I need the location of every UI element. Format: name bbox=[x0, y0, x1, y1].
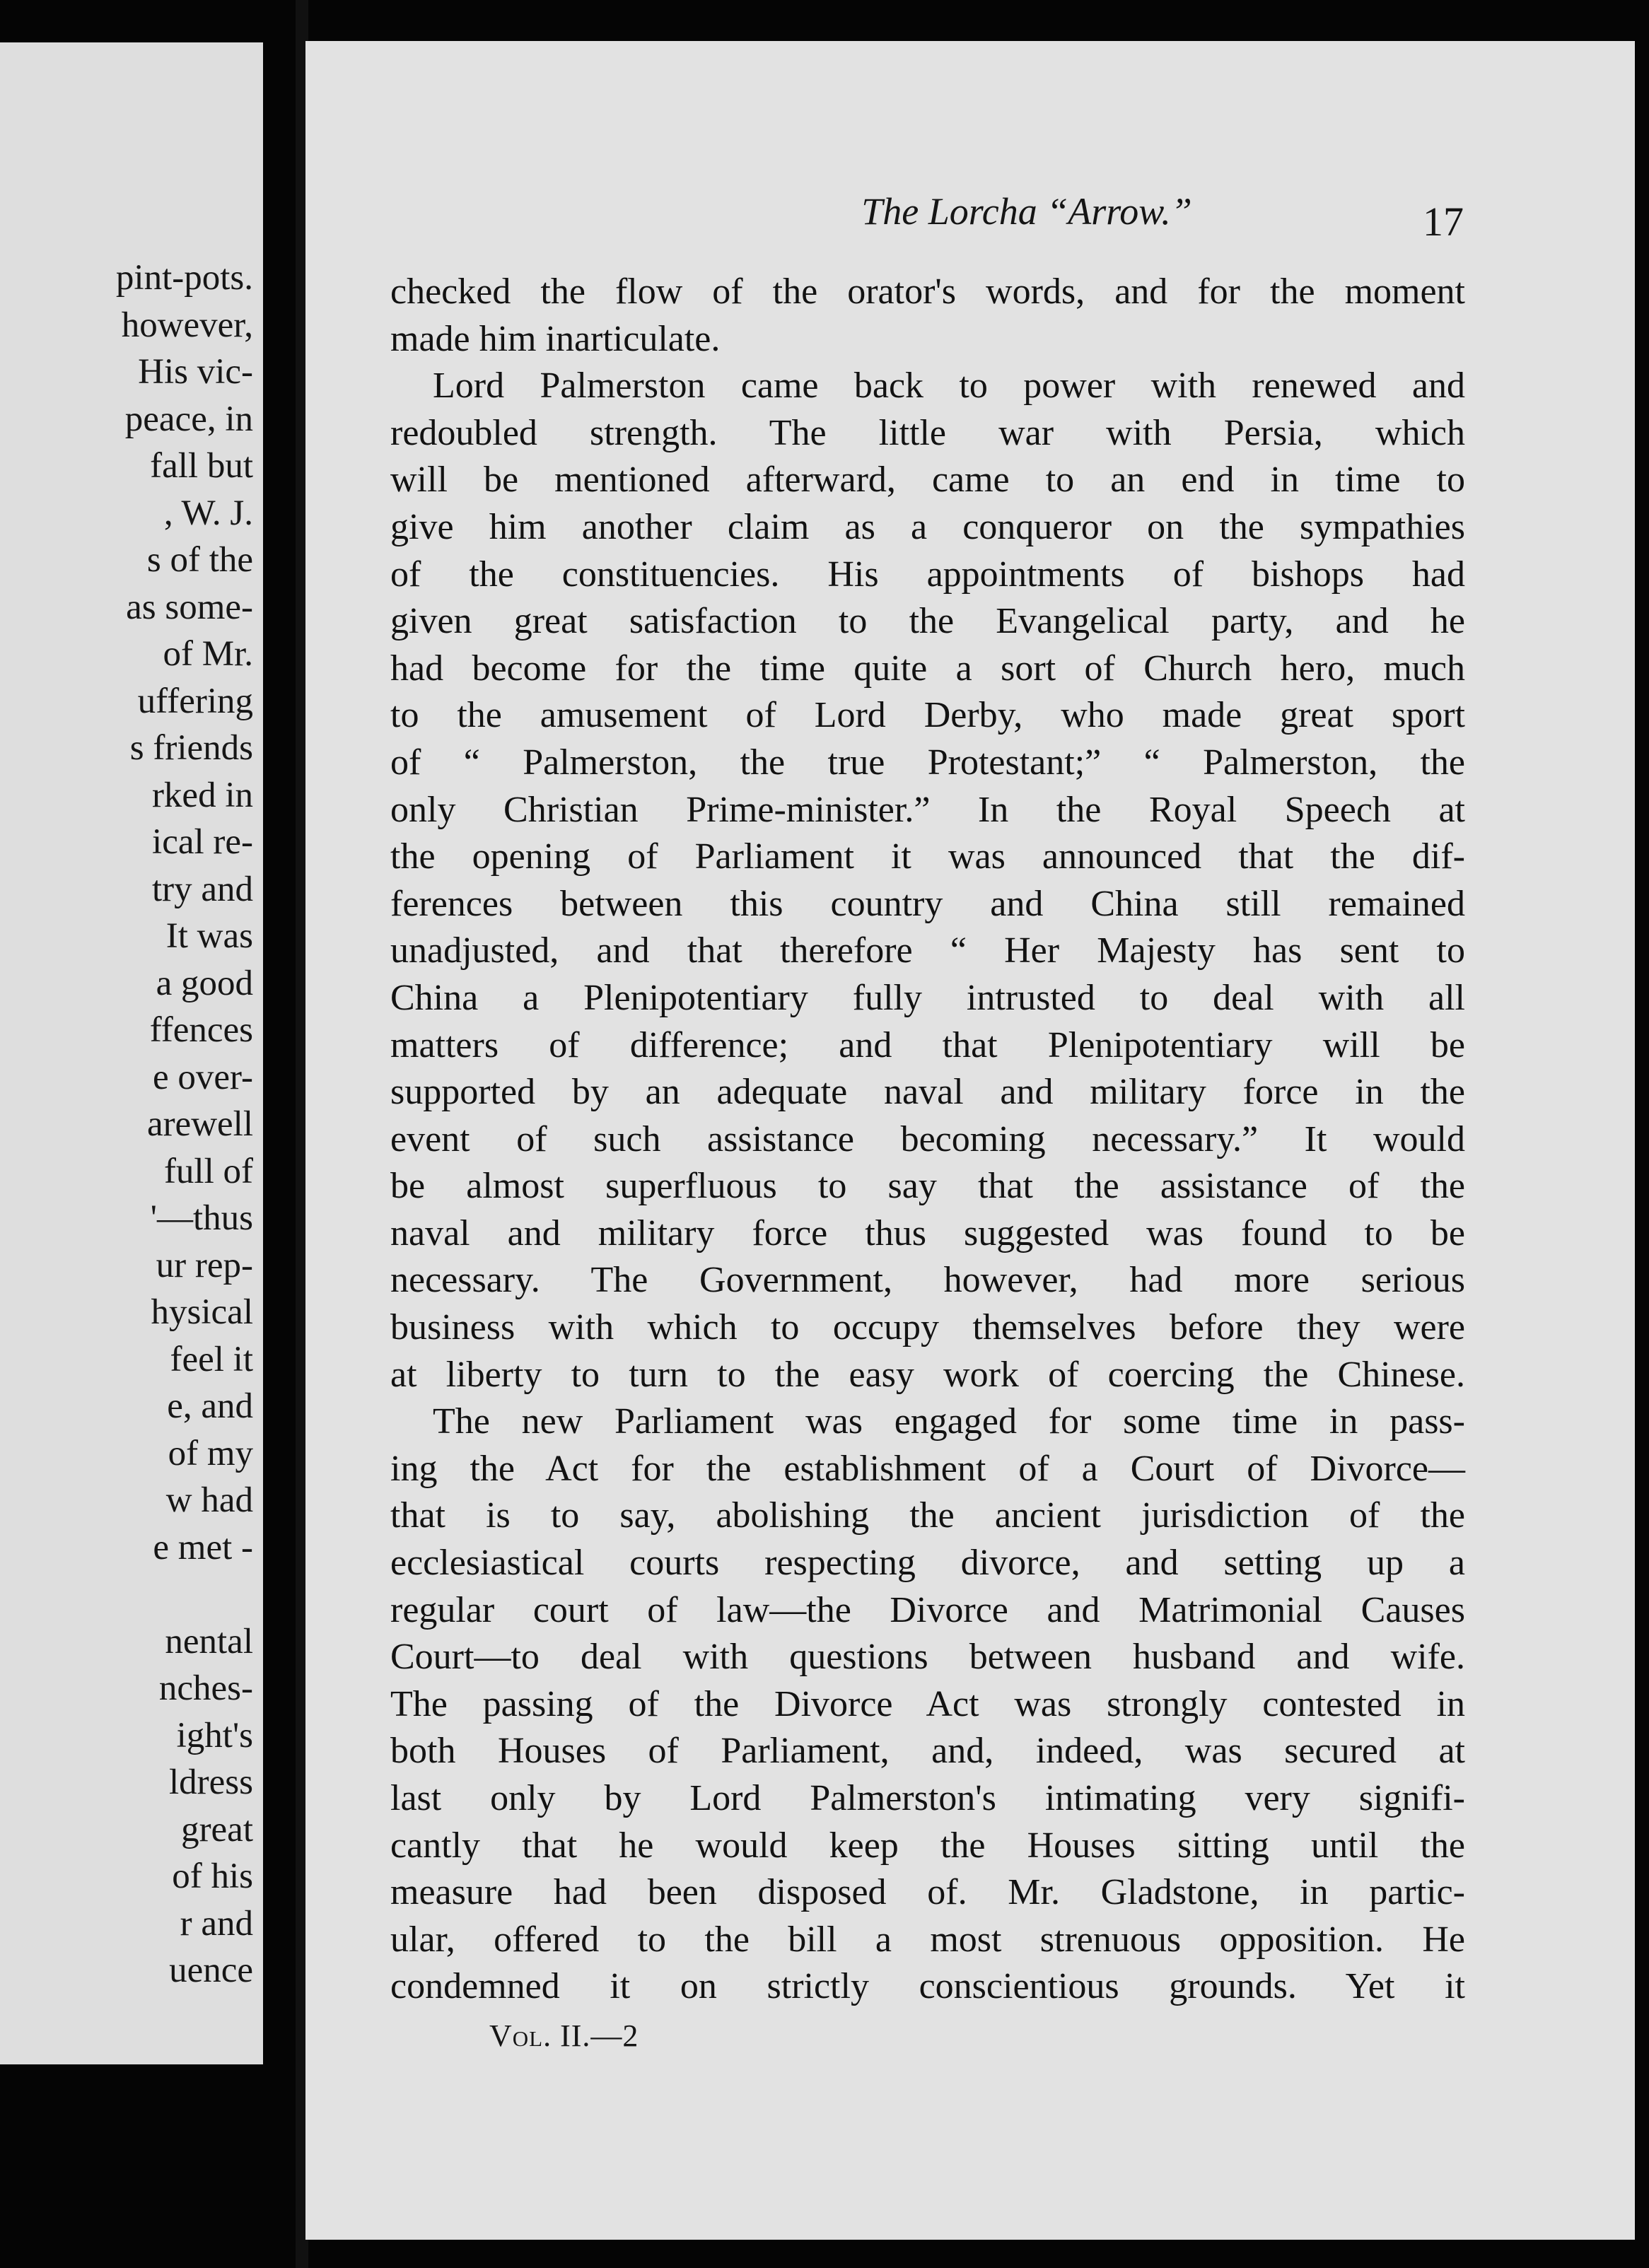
left-page-line: ight's bbox=[176, 1715, 253, 1755]
left-page-line: fall but bbox=[150, 446, 253, 486]
paragraph-line: had become for the time quite a sort of Church hero, much bbox=[390, 648, 1465, 689]
paragraph-line: at liberty to turn to the easy work of coercing the Chinese. bbox=[390, 1354, 1465, 1395]
left-page-line: however, bbox=[121, 305, 253, 345]
left-page-line: ical re- bbox=[152, 822, 253, 862]
left-page-line: full of bbox=[163, 1151, 253, 1191]
paragraph-line: both Houses of Parliament, and, indeed, was secured at bbox=[390, 1731, 1465, 1772]
paragraph-line: be almost superfluous to say that the assistance of the bbox=[390, 1166, 1465, 1207]
paragraph-line: Court—to deal with questions between husband and wife. bbox=[390, 1637, 1465, 1678]
paragraph-line: Lord Palmerston came back to power with renewed and bbox=[433, 366, 1465, 407]
paragraph-line: will be mentioned afterward, came to an end in time to bbox=[390, 460, 1465, 501]
paragraph-line: ferences between this country and China still remained bbox=[390, 883, 1465, 924]
left-page-line: r and bbox=[180, 1903, 253, 1943]
left-page-line bbox=[0, 1571, 253, 1618]
paragraph-line: give him another claim as a conqueror on the sympathies bbox=[390, 506, 1465, 547]
paragraph-line: ular, offered to the bill a most strenuous opposition. He bbox=[390, 1919, 1465, 1960]
left-page-line: uence bbox=[169, 1951, 253, 1990]
paragraph-line: supported by an adequate naval and military force in the bbox=[390, 1072, 1465, 1113]
paragraph-line: condemned it on strictly conscientious grounds. Yet it bbox=[390, 1966, 1465, 2007]
left-page-line: ur rep- bbox=[156, 1245, 253, 1285]
left-page-line: nches- bbox=[158, 1668, 253, 1708]
paragraph-line: of the constituencies. His appointments of bishops had bbox=[390, 554, 1465, 595]
paragraph-line: of “ Palmerston, the true Protestant;” “ Palmerston, the bbox=[390, 742, 1465, 783]
paragraph-line: event of such assistance becoming necessary.” It would bbox=[390, 1118, 1465, 1159]
signature-mark: Vol. II.—2 bbox=[489, 2018, 639, 2053]
left-page-line: hysical bbox=[151, 1292, 253, 1332]
paragraph-line: matters of difference; and that Plenipotentiary will be bbox=[390, 1024, 1465, 1065]
left-page-line: pint-pots. bbox=[115, 258, 253, 298]
left-page-line: peace, in bbox=[124, 399, 253, 439]
paragraph-line: last only by Lord Palmerston's intimating very signifi- bbox=[390, 1778, 1465, 1818]
paragraph-line: only Christian Prime-minister.” In the Royal Speech at bbox=[390, 789, 1465, 830]
body-text bbox=[390, 269, 1465, 2011]
left-page-line: feel it bbox=[170, 1339, 253, 1379]
left-page-line: '—thus bbox=[150, 1198, 253, 1238]
left-page-text bbox=[0, 255, 253, 1994]
left-page-line: s of the bbox=[146, 540, 253, 580]
left-page-line: s friends bbox=[129, 728, 253, 768]
left-page-line: e met - bbox=[153, 1527, 253, 1567]
paragraph-line: unadjusted, and that therefore “ Her Majesty has sent to bbox=[390, 930, 1465, 971]
paragraph-line: given great satisfaction to the Evangelical party, and he bbox=[390, 601, 1465, 642]
left-page-line: of my bbox=[168, 1433, 253, 1473]
left-page-line: It was bbox=[165, 916, 253, 956]
paragraph-line: The new Parliament was engaged for some time in pass- bbox=[433, 1401, 1465, 1442]
left-page-line: rked in bbox=[151, 775, 253, 815]
left-page-line: w had bbox=[165, 1480, 253, 1520]
left-page-line: try and bbox=[151, 869, 253, 909]
left-page-line: , W. J. bbox=[163, 493, 253, 533]
paragraph-line: cantly that he would keep the Houses sitting until the bbox=[390, 1825, 1465, 1866]
paragraph-line: that is to say, abolishing the ancient jurisdiction of the bbox=[390, 1495, 1465, 1536]
left-page-line: ffences bbox=[149, 1010, 253, 1050]
left-page-line: uffering bbox=[137, 681, 253, 721]
running-head: The Lorcha “Arrow.” bbox=[861, 190, 1192, 233]
left-page-line: as some- bbox=[126, 587, 253, 627]
paragraph-line: business with which to occupy themselves before they were bbox=[390, 1307, 1465, 1348]
paragraph-line: necessary. The Government, however, had more serious bbox=[390, 1260, 1465, 1301]
left-page-line: ldress bbox=[169, 1763, 253, 1802]
left-facing-page bbox=[0, 42, 263, 2064]
left-page-line: great bbox=[181, 1809, 253, 1849]
paragraph-line: to the amusement of Lord Derby, who made great sport bbox=[390, 695, 1465, 736]
paragraph-line: China a Plenipotentiary fully intrusted to deal with all bbox=[390, 977, 1465, 1018]
paragraph-line: redoubled strength. The little war with Persia, which bbox=[390, 412, 1465, 453]
paragraph-line: the opening of Parliament it was announced that the dif- bbox=[390, 836, 1465, 877]
paragraph-line: made him inarticulate. bbox=[390, 318, 721, 359]
paragraph-line: measure had been disposed of. Mr. Gladstone, in partic- bbox=[390, 1872, 1465, 1913]
left-page-line: e, and bbox=[167, 1386, 253, 1426]
left-page-line: arewell bbox=[146, 1104, 253, 1144]
left-page-line: a good bbox=[156, 963, 253, 1003]
left-page-line: of his bbox=[172, 1857, 253, 1896]
page-number: 17 bbox=[1423, 199, 1464, 245]
paragraph-line: naval and military force thus suggested was found to be bbox=[390, 1212, 1465, 1253]
right-page bbox=[305, 41, 1635, 2240]
paragraph-line: regular court of law—the Divorce and Matrimonial Causes bbox=[390, 1589, 1465, 1630]
left-page-line: nental bbox=[165, 1621, 253, 1661]
paragraph-line: ecclesiastical courts respecting divorce, and setting up a bbox=[390, 1543, 1465, 1584]
paragraph-line: ing the Act for the establishment of a Court of Divorce— bbox=[390, 1448, 1465, 1489]
left-page-line: His vic- bbox=[138, 352, 253, 392]
paragraph-line: The passing of the Divorce Act was strongly contested in bbox=[390, 1683, 1465, 1724]
left-page-line: e over- bbox=[153, 1057, 253, 1097]
paragraph-line: checked the flow of the orator's words, and for the moment bbox=[390, 271, 1465, 312]
left-page-line: of Mr. bbox=[163, 634, 253, 674]
